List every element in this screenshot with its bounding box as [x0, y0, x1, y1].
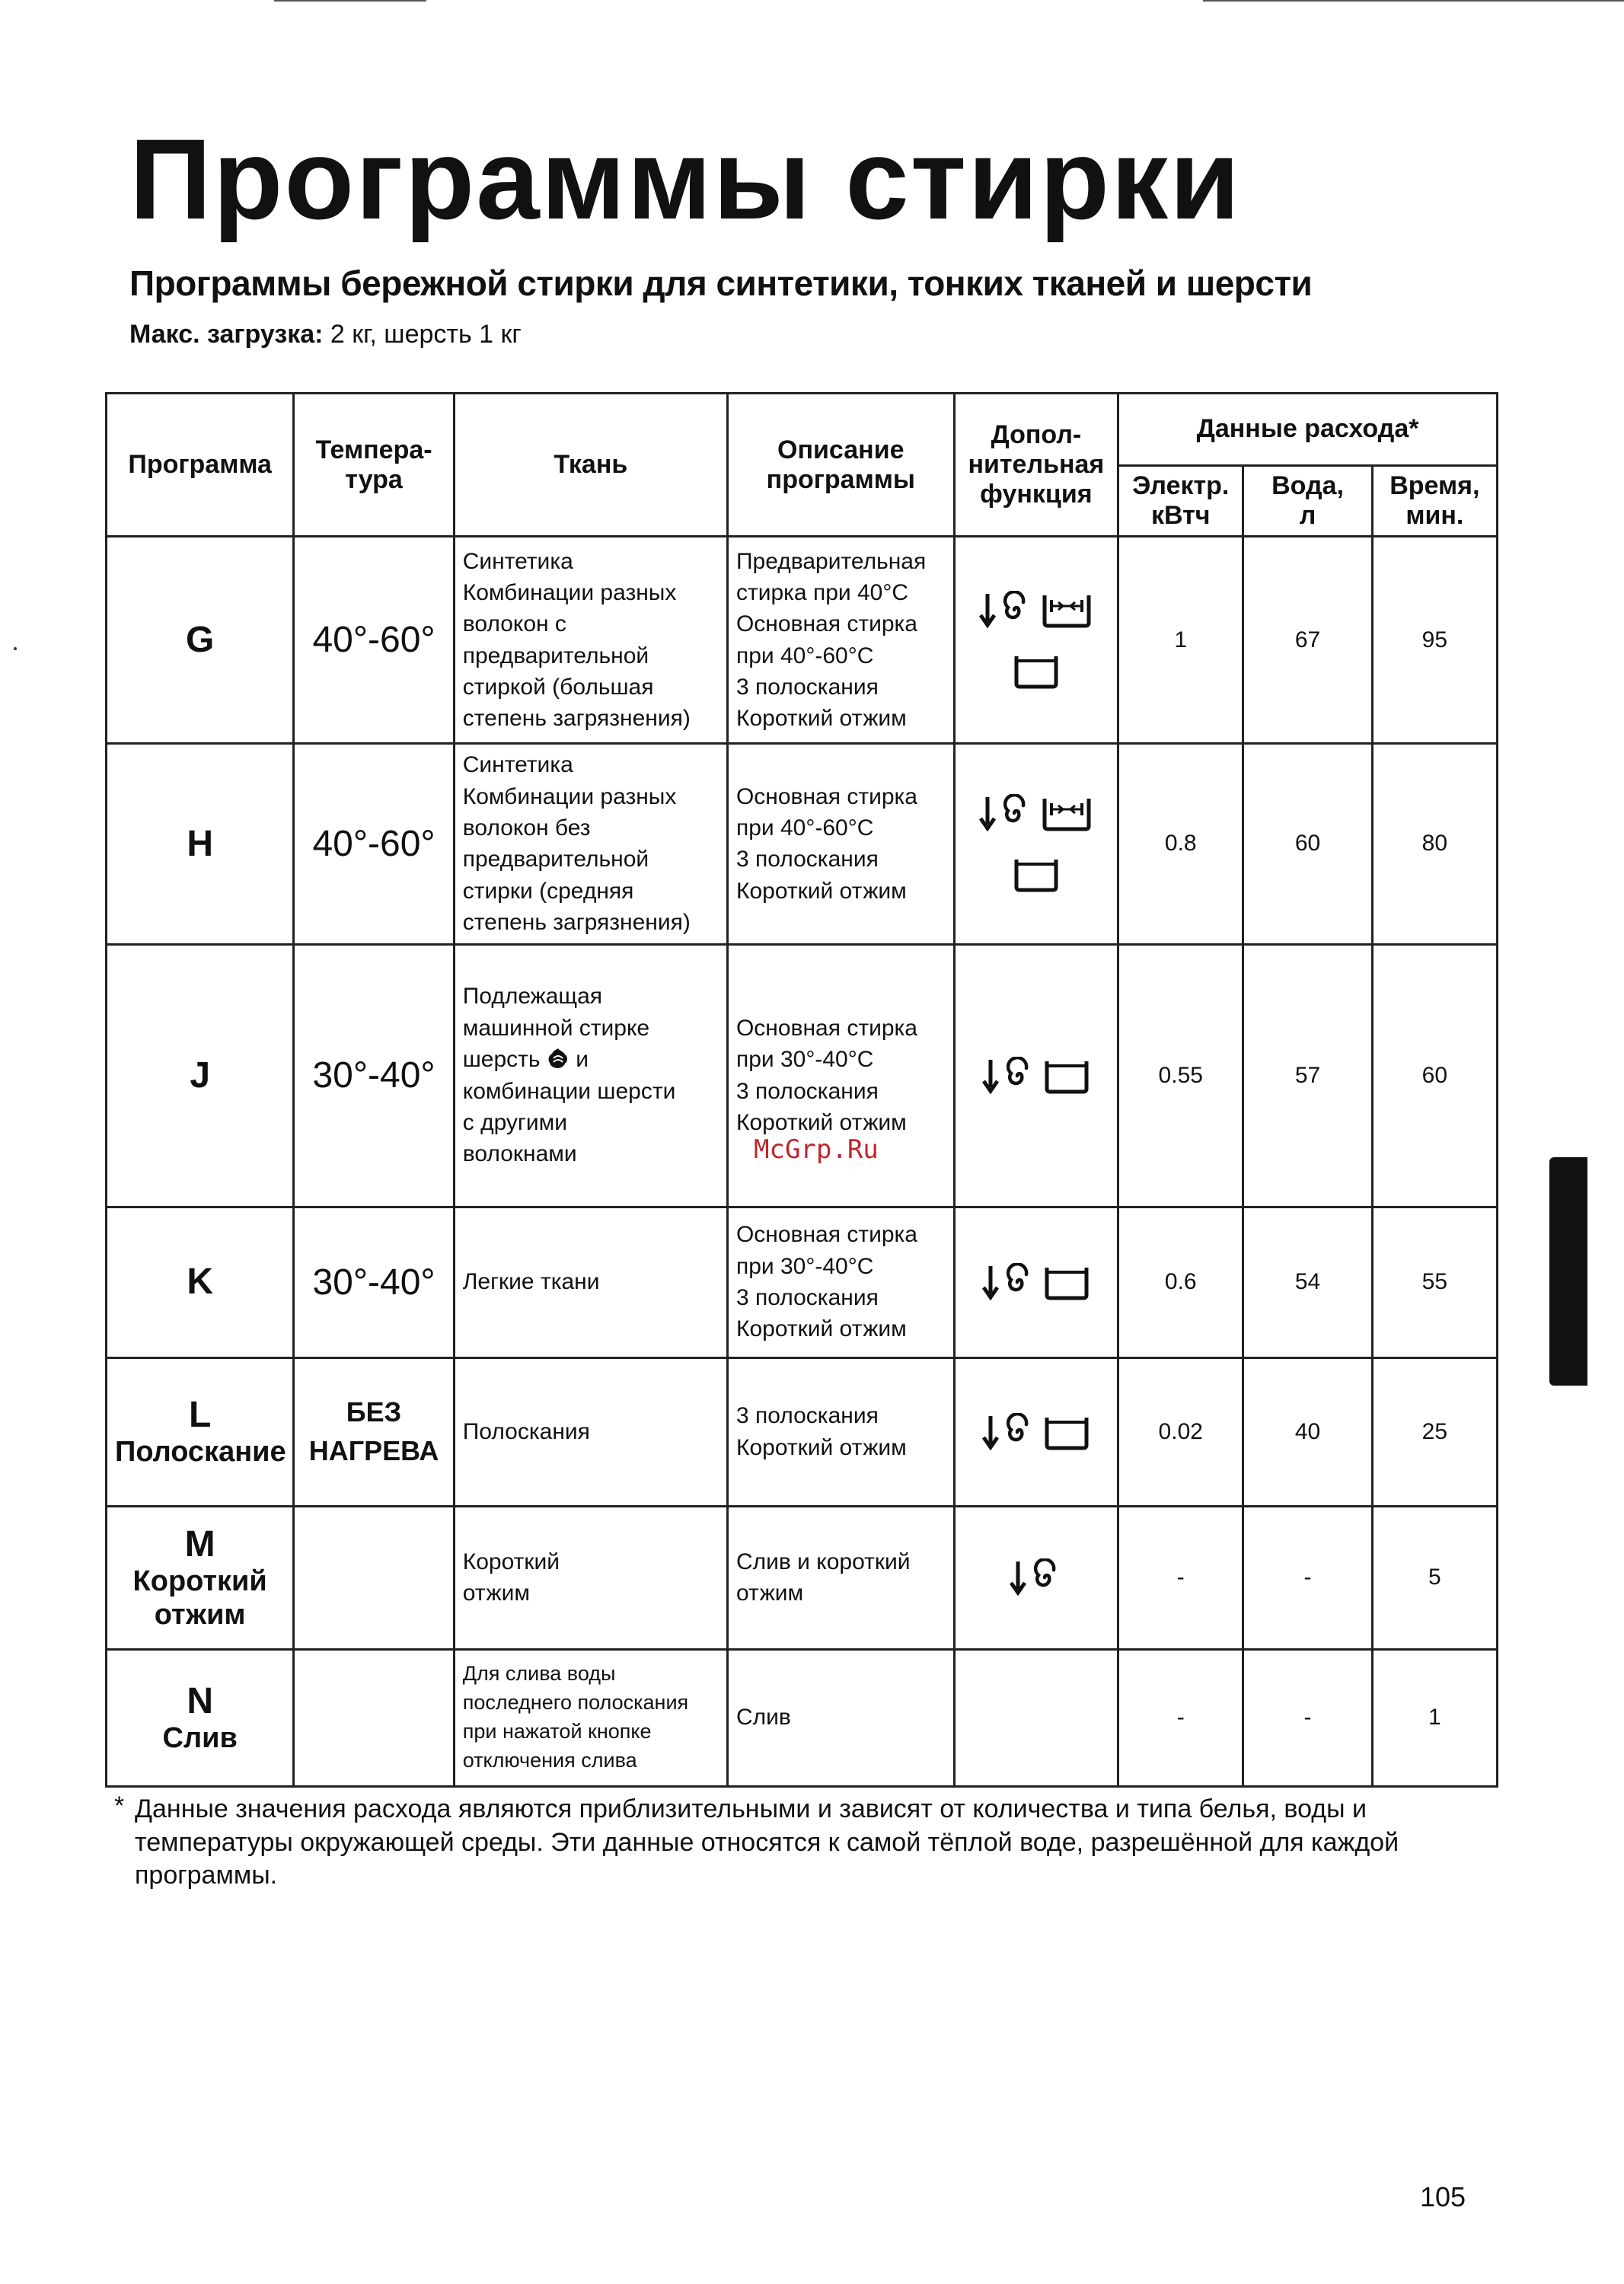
- max-load-value: 2 кг, шерсть 1 кг: [330, 320, 522, 349]
- function-cell: [954, 1207, 1118, 1357]
- program-cell: G: [107, 537, 294, 744]
- header-time: Время, мин.: [1372, 466, 1497, 537]
- margin-mark: [14, 647, 17, 650]
- table-row: [107, 1649, 1498, 1786]
- table-row: [107, 744, 1498, 944]
- spin-icon: [978, 603, 1033, 616]
- program-cell: N Слив: [107, 1649, 294, 1786]
- function-cell: [954, 1649, 1118, 1786]
- fabric-cell: Синтетика Комбинации разных волокон без предварительной стирки (средняя степень загрязнения): [454, 744, 727, 944]
- footnote: [114, 1791, 1488, 1893]
- time-cell: 1: [1372, 1649, 1497, 1786]
- temperature-cell: [294, 1649, 454, 1786]
- header-temperature: Темпера- тура: [294, 394, 454, 537]
- program-cell: J: [107, 944, 294, 1207]
- fabric-cell: Для слива воды последнего полоскания при нажатой кнопке отключения слива: [454, 1649, 727, 1786]
- fabric-cell: Легкие ткани: [454, 1207, 727, 1357]
- header-extra-function: Допол- нительная функция: [954, 394, 1118, 537]
- function-cell: [954, 1357, 1118, 1506]
- program-subtitle: Короткий отжим: [132, 1565, 267, 1631]
- temperature-cell: БЕЗ НАГРЕВА: [294, 1357, 454, 1506]
- time-cell: 60: [1372, 944, 1497, 1207]
- header-description: Описание программы: [727, 394, 954, 537]
- wool-symbol-icon: [547, 1047, 576, 1072]
- time-cell: 55: [1372, 1207, 1497, 1357]
- description-cell: Основная стирка при 30°-40°C 3 полоскания Короткий отжим: [727, 1207, 954, 1357]
- electricity-cell: -: [1118, 1649, 1243, 1786]
- table-row: [107, 1207, 1498, 1357]
- page-title: Программы стирки: [129, 115, 1242, 243]
- program-cell: K: [107, 1207, 294, 1357]
- time-cell: 80: [1372, 744, 1497, 944]
- temperature-cell: 40°-60°: [294, 537, 454, 744]
- time-cell: 95: [1372, 537, 1497, 744]
- rinse-tub-icon: [1013, 868, 1060, 881]
- table-row: [107, 944, 1498, 1207]
- watermark: McGrp.Ru: [754, 1134, 879, 1165]
- temperature-cell: 40°-60°: [294, 744, 454, 944]
- description-cell: 3 полоскания Короткий отжим: [727, 1357, 954, 1506]
- electricity-cell: 0.8: [1118, 744, 1243, 944]
- water-cell: 54: [1243, 1207, 1372, 1357]
- program-cell: M Короткий отжим: [107, 1506, 294, 1649]
- page-subtitle: Программы бережной стирки для синтетики, тонких тканей и шерсти: [129, 263, 1313, 303]
- spin-icon: [1009, 1571, 1064, 1584]
- description-cell: Слив и короткий отжим: [727, 1506, 954, 1649]
- water-cell: 40: [1243, 1357, 1372, 1506]
- time-cell: 5: [1372, 1506, 1497, 1649]
- table-row: [107, 1357, 1498, 1506]
- description-cell: Основная стирка при 40°-60°C 3 полоскания Короткий отжим: [727, 744, 954, 944]
- water-cell: -: [1243, 1506, 1372, 1649]
- program-subtitle: Слив: [162, 1721, 238, 1754]
- footnote-text: Данные значения расхода являются приблизительными и зависят от количества и типа белья, воды и температуры окружающей среды. Эти данные относятся к самой тёплой воде, разрешённой для каждой программы.: [135, 1794, 1399, 1890]
- header-fabric: Ткань: [454, 394, 727, 537]
- fabric-cell: Подлежащая машинной стирке шерсть и комбинации шерсти с другими волокнами: [454, 944, 727, 1207]
- prewash-icon: [1040, 603, 1093, 616]
- time-cell: 25: [1372, 1357, 1497, 1506]
- temperature-cell: 30°-40°: [294, 1207, 454, 1357]
- max-load: [129, 320, 522, 349]
- function-cell: [954, 744, 1118, 944]
- description-cell: Предварительная стирка при 40°C Основная стирка при 40°-60°C 3 полоскания Короткий отжим: [727, 537, 954, 744]
- table-row: [107, 537, 1498, 744]
- table-row: [107, 1506, 1498, 1649]
- program-cell: H: [107, 744, 294, 944]
- temperature-cell: [294, 1506, 454, 1649]
- description-cell: Слив: [727, 1649, 954, 1786]
- section-tab: [1549, 1157, 1587, 1386]
- electricity-cell: 0.6: [1118, 1207, 1243, 1357]
- footnote-star: *: [114, 1791, 125, 1820]
- header-program: Программа: [107, 394, 294, 537]
- function-cell: [954, 1506, 1118, 1649]
- program-subtitle: Полоскание: [115, 1436, 286, 1469]
- header-water: Вода, л: [1243, 466, 1372, 537]
- electricity-cell: 0.55: [1118, 944, 1243, 1207]
- fabric-cell: Короткий отжим: [454, 1506, 727, 1649]
- function-cell: [954, 537, 1118, 744]
- spin-icon: [978, 807, 1033, 820]
- temperature-cell: 30°-40°: [294, 944, 454, 1207]
- water-cell: -: [1243, 1649, 1372, 1786]
- water-cell: 57: [1243, 944, 1372, 1207]
- program-cell: L Полоскание: [107, 1357, 294, 1506]
- electricity-cell: -: [1118, 1506, 1243, 1649]
- max-load-label: Макс. загрузка:: [129, 320, 324, 349]
- wash-programs-table: [105, 392, 1498, 1788]
- electricity-cell: 0.02: [1118, 1357, 1243, 1506]
- top-rule-right: [1203, 0, 1624, 2]
- rinse-tub-icon: [1043, 1275, 1090, 1288]
- function-cell: [954, 944, 1118, 1207]
- rinse-tub-icon: [1043, 1069, 1090, 1082]
- water-cell: 67: [1243, 537, 1372, 744]
- page-number: 105: [1420, 2181, 1466, 2212]
- water-cell: 60: [1243, 744, 1372, 944]
- fabric-cell: Синтетика Комбинации разных волокон с предварительной стиркой (большая степень загрязнения): [454, 537, 727, 744]
- description-cell: Основная стирка при 30°-40°C 3 полоскания Короткий отжим: [727, 944, 954, 1207]
- prewash-icon: [1040, 807, 1093, 820]
- rinse-tub-icon: [1043, 1425, 1090, 1438]
- spin-icon: [981, 1069, 1036, 1082]
- rinse-tub-icon: [1013, 664, 1060, 677]
- header-electricity: Электр. кВтч: [1118, 466, 1243, 537]
- electricity-cell: 1: [1118, 537, 1243, 744]
- spin-icon: [981, 1425, 1036, 1438]
- top-rule-left: [274, 0, 426, 2]
- spin-icon: [981, 1275, 1036, 1288]
- fabric-cell: Полоскания: [454, 1357, 727, 1506]
- header-consumption: Данные расхода*: [1118, 394, 1498, 466]
